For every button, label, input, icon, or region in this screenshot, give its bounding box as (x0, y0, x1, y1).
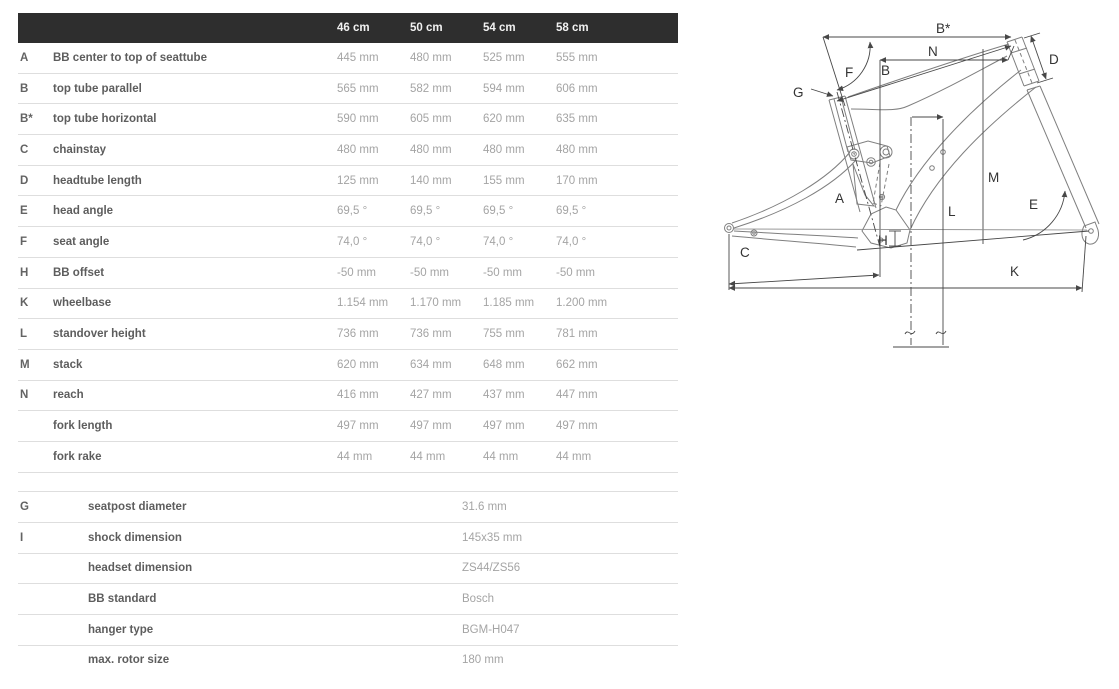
row-value-58cm: 606 mm (556, 82, 598, 95)
dimension-rows-section (18, 43, 678, 473)
dim-label-b-star: B* (936, 21, 951, 36)
dim-label-c: C (740, 245, 750, 260)
table-row (18, 289, 678, 320)
row-label: fork rake (53, 450, 102, 463)
row-label: headtube length (53, 174, 142, 187)
row-letter: K (20, 297, 29, 310)
spec-row (18, 522, 678, 553)
spec-label: max. rotor size (88, 654, 170, 667)
row-letter: N (20, 389, 29, 402)
table-row (18, 227, 678, 258)
row-value-46cm: 44 mm (337, 450, 373, 463)
table-row (18, 258, 678, 289)
row-value-58cm: 1.200 mm (556, 297, 608, 310)
column-header-46cm: 46 cm (337, 22, 370, 34)
column-header-54cm: 54 cm (483, 22, 516, 34)
row-value-50cm: 1.170 mm (410, 297, 462, 310)
spec-row (18, 583, 678, 614)
table-row (18, 43, 678, 74)
dim-label-k: K (1010, 264, 1020, 279)
dim-label-g: G (793, 85, 804, 100)
spec-value: 145x35 mm (462, 531, 523, 544)
row-letter: B (20, 82, 29, 95)
spec-value: ZS44/ZS56 (462, 562, 521, 575)
row-value-50cm: 44 mm (410, 450, 446, 463)
spec-value: 180 mm (462, 654, 504, 667)
dim-label-h: H (878, 233, 888, 248)
table-row (18, 196, 678, 227)
row-value-54cm: -50 mm (483, 266, 522, 279)
row-label: top tube horizontal (53, 113, 157, 126)
row-value-54cm: 1.185 mm (483, 297, 535, 310)
row-label: head angle (53, 205, 114, 218)
row-letter: H (20, 266, 29, 279)
row-value-46cm: 445 mm (337, 51, 379, 64)
row-value-54cm: 525 mm (483, 51, 525, 64)
spec-row (18, 645, 678, 676)
row-label: top tube parallel (53, 82, 142, 95)
spec-row (18, 553, 678, 584)
dim-label-a: A (835, 191, 845, 206)
row-value-50cm: 634 mm (410, 358, 452, 371)
table-row (18, 350, 678, 381)
row-label: fork length (53, 420, 113, 433)
row-value-58cm: 497 mm (556, 420, 598, 433)
spec-value: 31.6 mm (462, 500, 507, 513)
row-value-50cm: 605 mm (410, 113, 452, 126)
row-value-54cm: 755 mm (483, 328, 525, 341)
row-letter: C (20, 143, 29, 156)
dim-label-f: F (845, 65, 854, 80)
row-value-54cm: 155 mm (483, 174, 525, 187)
row-label: standover height (53, 328, 146, 341)
row-value-54cm: 594 mm (483, 82, 525, 95)
row-value-46cm: 1.154 mm (337, 297, 389, 310)
row-letter: D (20, 174, 29, 187)
row-value-46cm: 497 mm (337, 420, 379, 433)
size-columns-header (18, 13, 678, 43)
frame-geometry-diagram (690, 0, 1119, 385)
row-value-58cm: 447 mm (556, 389, 598, 402)
dim-label-d: D (1049, 52, 1059, 67)
row-value-58cm: 69,5 ° (556, 205, 587, 218)
row-value-50cm: 736 mm (410, 328, 452, 341)
row-value-50cm: 427 mm (410, 389, 452, 402)
row-value-58cm: 44 mm (556, 450, 592, 463)
row-value-50cm: 480 mm (410, 51, 452, 64)
table-row (18, 104, 678, 135)
row-label: BB center to top of seattube (53, 51, 207, 64)
spec-label: headset dimension (88, 562, 193, 575)
row-label: seat angle (53, 235, 110, 248)
spec-value: BGM-H047 (462, 623, 520, 636)
row-value-54cm: 480 mm (483, 143, 525, 156)
row-value-50cm: 74,0 ° (410, 235, 441, 248)
dim-label-e: E (1029, 197, 1039, 212)
spec-row (18, 614, 678, 645)
table-row (18, 442, 678, 473)
row-value-54cm: 44 mm (483, 450, 519, 463)
row-value-54cm: 648 mm (483, 358, 525, 371)
dimension-lines (729, 33, 1089, 347)
spec-label: hanger type (88, 623, 154, 636)
row-value-54cm: 69,5 ° (483, 205, 514, 218)
table-row (18, 411, 678, 442)
row-value-58cm: 781 mm (556, 328, 598, 341)
spec-label: shock dimension (88, 531, 182, 544)
row-value-54cm: 497 mm (483, 420, 525, 433)
row-label: stack (53, 358, 83, 371)
row-label: chainstay (53, 143, 107, 156)
row-value-46cm: 74,0 ° (337, 235, 368, 248)
table-row (18, 74, 678, 105)
row-value-58cm: 662 mm (556, 358, 598, 371)
spec-label: seatpost diameter (88, 500, 187, 513)
spec-row (18, 491, 678, 522)
row-value-58cm: -50 mm (556, 266, 595, 279)
dim-label-n: N (928, 44, 938, 59)
row-value-54cm: 437 mm (483, 389, 525, 402)
row-value-46cm: 590 mm (337, 113, 379, 126)
row-value-50cm: 140 mm (410, 174, 452, 187)
spec-label: BB standard (88, 593, 157, 606)
table-row (18, 381, 678, 412)
spec-letter: G (20, 500, 29, 513)
row-value-58cm: 170 mm (556, 174, 598, 187)
table-row (18, 135, 678, 166)
row-value-46cm: -50 mm (337, 266, 376, 279)
table-row (18, 319, 678, 350)
row-letter: M (20, 358, 30, 371)
row-letter: B* (20, 113, 33, 126)
row-value-50cm: 480 mm (410, 143, 452, 156)
row-value-46cm: 416 mm (337, 389, 379, 402)
row-value-46cm: 620 mm (337, 358, 379, 371)
column-header-50cm: 50 cm (410, 22, 443, 34)
dim-label-m: M (988, 170, 1000, 185)
row-value-58cm: 480 mm (556, 143, 598, 156)
row-value-50cm: 582 mm (410, 82, 452, 95)
row-label: wheelbase (53, 297, 112, 310)
row-value-46cm: 736 mm (337, 328, 379, 341)
row-value-50cm: 497 mm (410, 420, 452, 433)
row-value-50cm: -50 mm (410, 266, 449, 279)
row-value-54cm: 74,0 ° (483, 235, 514, 248)
row-letter: A (20, 51, 29, 64)
row-value-58cm: 555 mm (556, 51, 598, 64)
row-value-46cm: 69,5 ° (337, 205, 368, 218)
spec-rows-section (18, 491, 678, 675)
column-header-58cm: 58 cm (556, 22, 589, 34)
row-value-46cm: 480 mm (337, 143, 379, 156)
row-label: reach (53, 389, 84, 402)
row-label: BB offset (53, 266, 105, 279)
dim-label-l: L (948, 204, 956, 219)
row-letter: E (20, 205, 28, 218)
row-value-58cm: 74,0 ° (556, 235, 587, 248)
row-value-50cm: 69,5 ° (410, 205, 441, 218)
geometry-table (18, 13, 678, 675)
row-value-46cm: 125 mm (337, 174, 379, 187)
row-value-54cm: 620 mm (483, 113, 525, 126)
table-row (18, 166, 678, 197)
row-letter: L (20, 328, 28, 341)
row-value-46cm: 565 mm (337, 82, 379, 95)
row-letter: F (20, 235, 28, 248)
dim-label-b: B (881, 63, 891, 78)
row-value-58cm: 635 mm (556, 113, 598, 126)
spec-letter: I (20, 531, 24, 544)
spec-value: Bosch (462, 593, 494, 606)
